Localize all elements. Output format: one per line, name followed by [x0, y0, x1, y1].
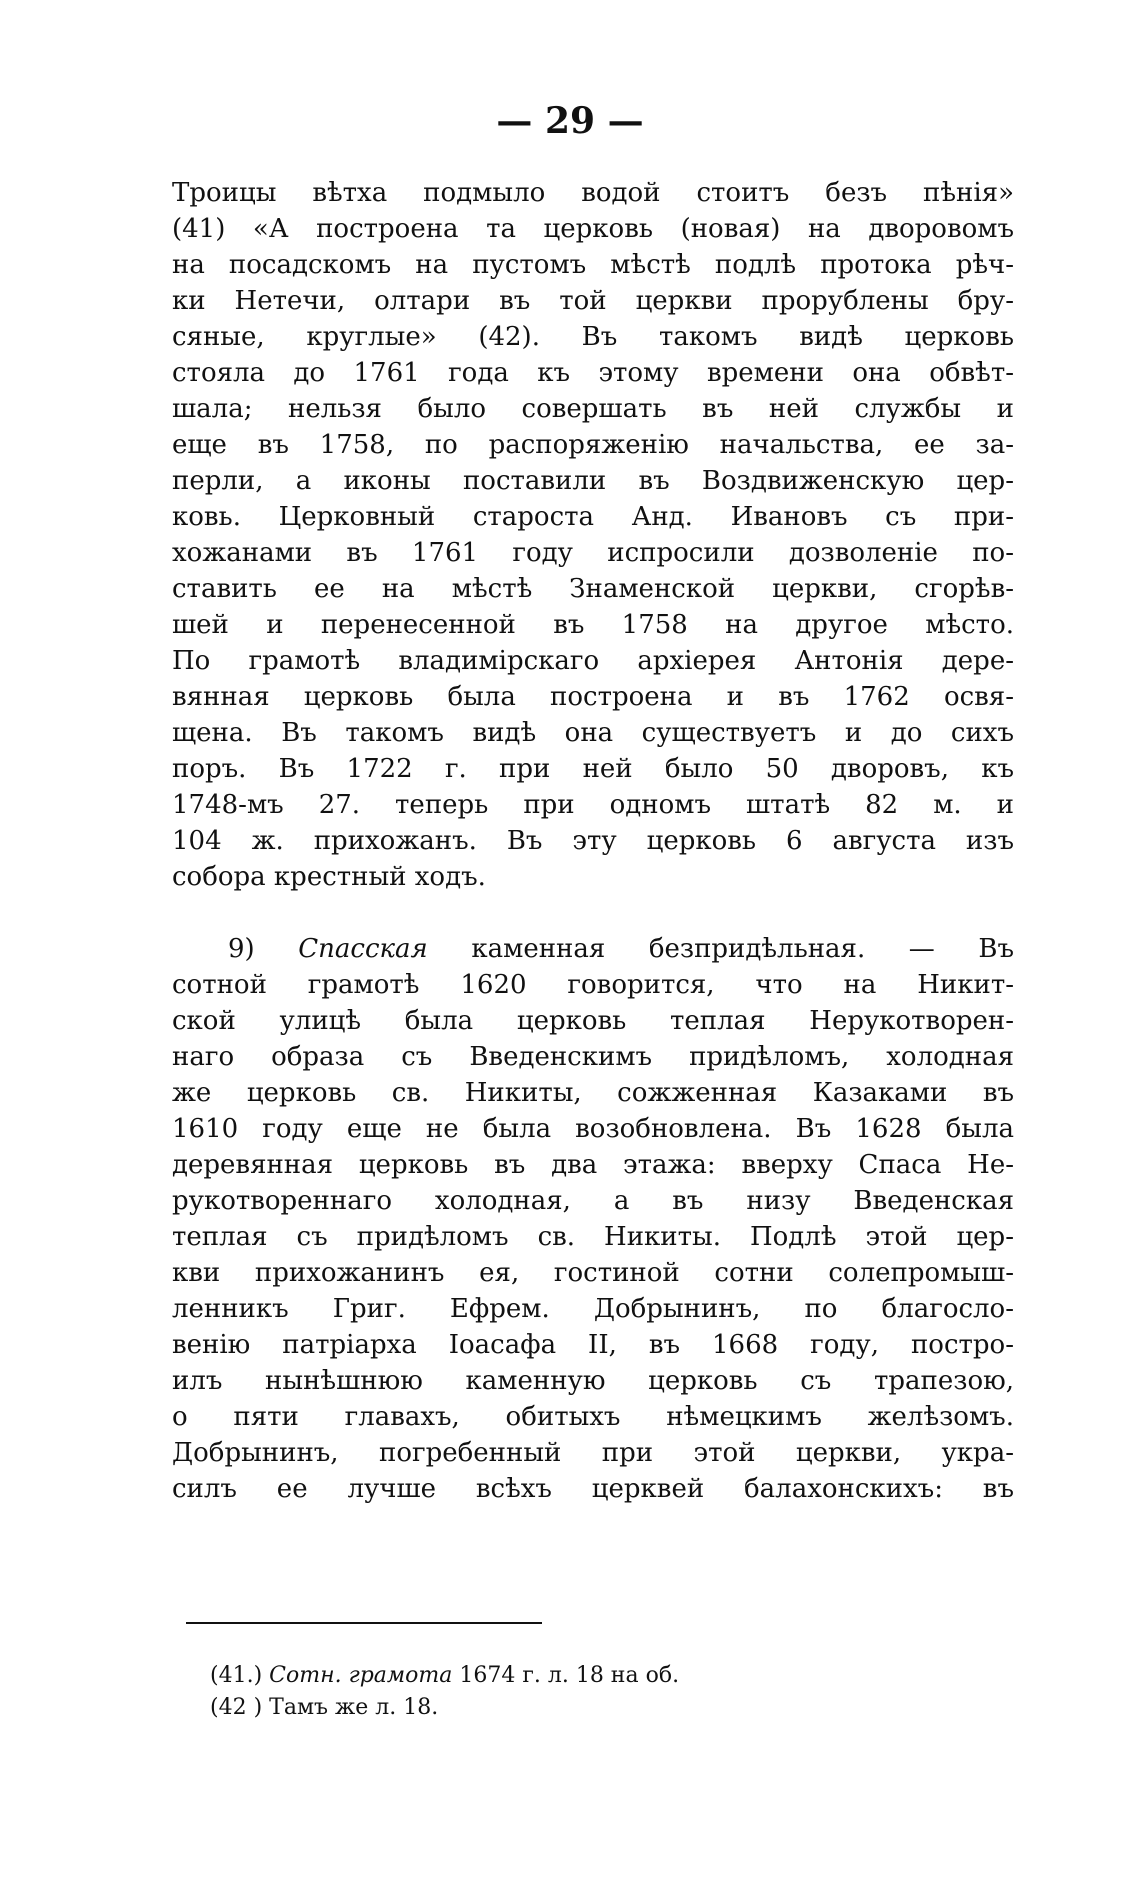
- text-line: ской улицѣ была церковь теплая Нерукотворен-: [172, 1006, 1014, 1036]
- text-line: щена. Въ такомъ видѣ она существуетъ и до сихъ: [172, 718, 1014, 748]
- text-line: сотной грамотѣ 1620 говорится, что на Никит-: [172, 970, 1014, 1000]
- text-line: стояла до 1761 года къ этому времени она обвѣт-: [172, 358, 1014, 388]
- text-line: 104 ж. прихожанъ. Въ эту церковь 6 августа изъ: [172, 826, 1014, 856]
- first-line-rest: каменная безпридѣльная. — Въ: [471, 934, 1014, 964]
- text-line: сяные, круглые» (42). Въ такомъ видѣ церковь: [172, 322, 1014, 352]
- footnote-42: [210, 1692, 970, 1724]
- footnote-mark: (41.): [210, 1663, 263, 1688]
- paragraph-1: [172, 175, 1014, 895]
- text-line: илъ нынѣшнюю каменную церковь съ трапезою,: [172, 1366, 1014, 1396]
- text-line: вянная церковь была построена и въ 1762 освя-: [172, 682, 1014, 712]
- text-line: о пяти главахъ, обитыхъ нѣмецкимъ желѣзомъ.: [172, 1402, 1014, 1432]
- text-line: Добрынинъ, погребенный при этой церкви, укра-: [172, 1438, 1014, 1468]
- text-line-first: [172, 931, 1014, 967]
- footnote-41: [210, 1660, 970, 1692]
- footnote-divider: [186, 1622, 542, 1624]
- item-number: 9): [228, 934, 255, 964]
- text-line: хожанами въ 1761 году испросили дозволеніе по-: [172, 538, 1014, 568]
- text-line: силъ ее лучше всѣхъ церквей балахонскихъ: въ: [172, 1474, 1014, 1504]
- text-line: наго образа съ Введенскимъ придѣломъ, холодная: [172, 1042, 1014, 1072]
- church-name: Спасская: [298, 934, 428, 964]
- text-line: (41) «А построена та церковь (новая) на дворовомъ: [172, 214, 1014, 244]
- paragraph-2: [172, 931, 1014, 1507]
- footnote-source: Сотн. грамота: [269, 1663, 453, 1688]
- text-line: ставить ее на мѣстѣ Знаменской церкви, сгорѣв-: [172, 574, 1014, 604]
- text-line: 1748-мъ 27. теперь при одномъ штатѣ 82 м. и: [172, 790, 1014, 820]
- text-line: ленникъ Григ. Ефрем. Добрынинъ, по благосло-: [172, 1294, 1014, 1324]
- body-text: [172, 175, 1014, 1507]
- page-number: — 29 —: [496, 100, 644, 142]
- footnote-mark: (42 ): [210, 1695, 263, 1720]
- text-line: ковь. Церковный староста Анд. Ивановъ съ при-: [172, 502, 1014, 532]
- text-line: По грамотѣ владимірскаго архіерея Антонія дере-: [172, 646, 1014, 676]
- text-line: собора крестный ходъ.: [172, 862, 486, 892]
- text-line: перли, а иконы поставили въ Воздвиженскую цер-: [172, 466, 1014, 496]
- text-line: деревянная церковь въ два этажа: вверху Спаса Не-: [172, 1150, 1014, 1180]
- text-line: венію патріарха Іоасафа II, въ 1668 году, постро-: [172, 1330, 1014, 1360]
- text-line: же церковь св. Никиты, сожженная Казаками въ: [172, 1078, 1014, 1108]
- footnote-text: 1674 г. л. 18 на об.: [459, 1663, 680, 1688]
- text-line: Троицы вѣтха подмыло водой стоитъ безъ пѣнія»: [172, 178, 1014, 208]
- text-line: шала; нельзя было совершать въ ней службы и: [172, 394, 1014, 424]
- text-line: еще въ 1758, по распоряженію начальства, ее за-: [172, 430, 1014, 460]
- footnotes: [210, 1660, 970, 1724]
- text-line: на посадскомъ на пустомъ мѣстѣ подлѣ протока рѣч-: [172, 250, 1014, 280]
- text-line: кви прихожанинъ ея, гостиной сотни солепромыш-: [172, 1258, 1014, 1288]
- text-line: 1610 году еще не была возобновлена. Въ 1628 была: [172, 1114, 1014, 1144]
- footnote-text: Тамъ же л. 18.: [269, 1695, 439, 1720]
- text-line: рукотвореннаго холодная, а въ низу Введенская: [172, 1186, 1014, 1216]
- text-line: поръ. Въ 1722 г. при ней было 50 дворовъ, къ: [172, 754, 1014, 784]
- text-line: шей и перенесенной въ 1758 на другое мѣсто.: [172, 610, 1014, 640]
- text-line: ки Нетечи, олтари въ той церкви прорублены бру-: [172, 286, 1014, 316]
- paragraph-gap: [172, 895, 1014, 931]
- text-line: теплая съ придѣломъ св. Никиты. Подлѣ этой цер-: [172, 1222, 1014, 1252]
